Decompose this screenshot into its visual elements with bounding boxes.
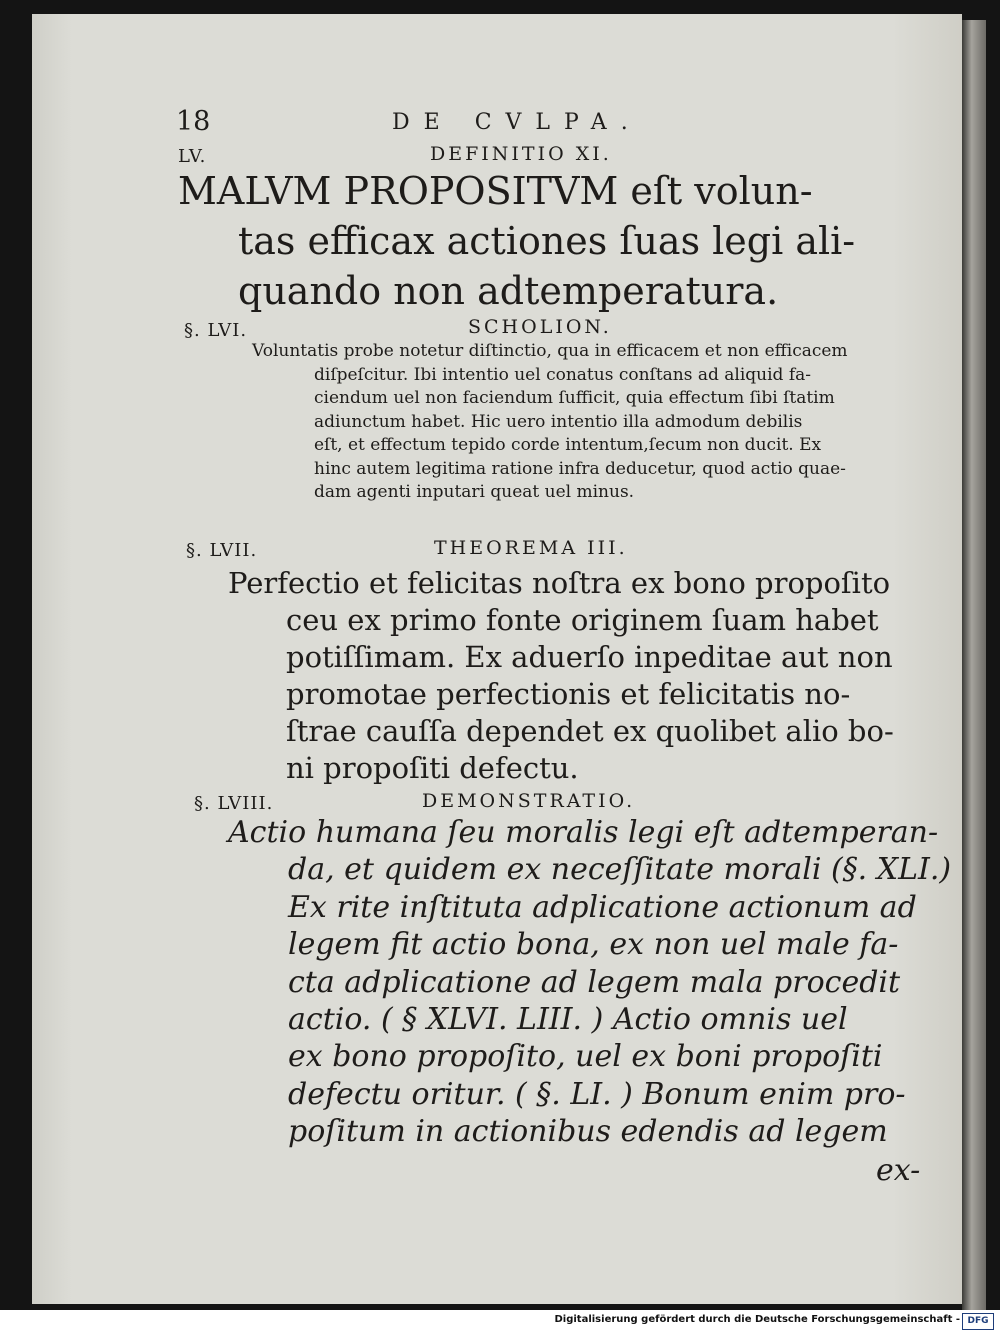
theorem-line: potiſſimam. Ex aduerſo inpeditae aut non <box>286 640 893 674</box>
demonstration-text <box>228 814 951 1151</box>
catchword: ex- <box>876 1153 921 1188</box>
paragraph-number-lvii: §. LVII. <box>186 540 258 561</box>
footer-strip <box>0 1310 1000 1334</box>
scholion-text <box>252 340 848 505</box>
demonstration-line: cta adplicatione ad legem mala procedit <box>288 964 901 1000</box>
scholion-line: diſpeſcitur. Ibi intentio uel conatus conſtans ad aliquid fa- <box>314 364 812 385</box>
scholion-line: dam agenti inputari queat uel minus. <box>314 482 635 502</box>
theorem-line: ceu ex primo fonte originem ſuam habet <box>286 603 879 637</box>
scholion-line: adiunctum habet. Hic uero intentio illa admodum debilis <box>314 411 803 432</box>
paragraph-number-lvi: §. LVI. <box>184 320 248 341</box>
demonstration-heading: DEMONSTRATIO. <box>422 790 636 812</box>
digitization-credit: Digitalisierung gefördert durch die Deutsche Forschungsgemeinschaft - <box>554 1314 960 1325</box>
demonstration-line: legem fit actio bona, ex non uel male fa- <box>288 927 899 963</box>
theorem-line: ni propoſiti defectu. <box>286 751 579 785</box>
demonstration-line: Ex rite inſtituta adplicatione actionum ad <box>288 889 917 925</box>
demonstration-line: ex bono propoſito, uel ex boni propoſiti <box>288 1039 883 1075</box>
theorem-line: ſtrae cauſſa dependet ex quolibet alio bo- <box>286 714 894 748</box>
running-head: DE CVLPA. <box>392 110 642 135</box>
definition-line: quando non adtemperatura. <box>238 269 779 313</box>
book-page <box>32 14 962 1304</box>
theorem-text <box>228 565 894 787</box>
theorem-line: promotae perfectionis et felicitatis no- <box>286 677 851 711</box>
definition-text <box>178 166 855 316</box>
demonstration-line: actio. ( § XLVI. LIII. ) Actio omnis uel <box>288 1002 848 1038</box>
demonstration-line: da, et quidem ex neceſſitate morali (§. XLI.) <box>288 852 952 888</box>
scholion-line: ciendum uel non faciendum ſufficit, quia effectum ſibi ſtatim <box>314 388 835 408</box>
theorem-line: Perfectio et felicitas noſtra ex bono propoſito <box>228 566 891 600</box>
scholion-heading: SCHOLION. <box>468 316 612 338</box>
definition-heading: DEFINITIO XI. <box>430 143 612 165</box>
scholion-line: eſt, et effectum tepido corde intentum,ſecum non ducit. Ex <box>314 435 822 455</box>
book-edge <box>962 20 986 1310</box>
scholion-line: Voluntatis probe notetur diſtinctio, qua in efficacem et non efficacem <box>252 341 848 361</box>
paragraph-number-lviii: §. LVIII. <box>194 793 274 814</box>
page-number: 18 <box>176 106 211 137</box>
demonstration-line: Actio humana ſeu moralis legi eſt adtemperan- <box>228 815 939 850</box>
definition-line: MALVM PROPOSITVM eſt volun- <box>178 169 813 213</box>
theorem-heading: THEOREMA III. <box>434 537 628 559</box>
demonstration-line: poſitum in actionibus edendis ad legem <box>288 1114 888 1150</box>
scholion-line: hinc autem legitima ratione infra deducetur, quod actio quae- <box>314 458 846 479</box>
dfg-logo: DFG <box>962 1313 994 1330</box>
paragraph-number-lv: LV. <box>178 146 207 167</box>
demonstration-line: defectu oritur. ( §. LI. ) Bonum enim pro- <box>288 1076 906 1112</box>
definition-line: tas efficax actiones ſuas legi ali- <box>238 219 856 263</box>
